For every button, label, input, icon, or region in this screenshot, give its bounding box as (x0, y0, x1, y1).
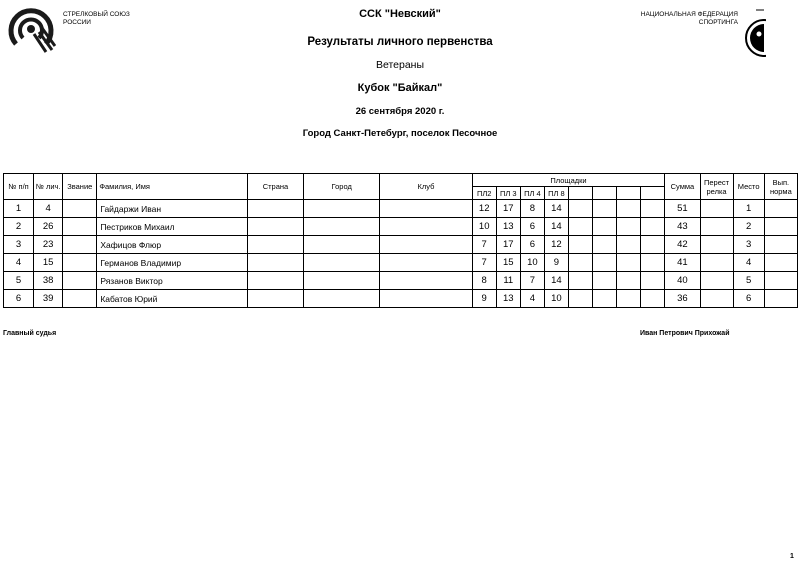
cell-country (247, 272, 303, 290)
results-body (4, 200, 798, 308)
cell-name: Рязанов Виктор (97, 272, 248, 290)
header-platform-1: ПЛ2 (472, 187, 496, 200)
cell-score: 10 (544, 290, 568, 308)
cell-shootoff (700, 254, 733, 272)
table-row (4, 290, 798, 308)
cell-empty (568, 290, 592, 308)
cell-shootoff (700, 290, 733, 308)
cell-score: 17 (496, 236, 520, 254)
org-left-line1: СТРЕЛКОВЫЙ СОЮЗ (63, 11, 130, 18)
cell-empty (641, 254, 665, 272)
header-platform-3: ПЛ 4 (520, 187, 544, 200)
cell-score: 11 (496, 272, 520, 290)
cell-norm (764, 272, 797, 290)
header-platform-4: ПЛ 8 (544, 187, 568, 200)
cell-empty (568, 236, 592, 254)
cell-city (304, 290, 380, 308)
cell-rank (63, 236, 97, 254)
header-platforms: Площадки (472, 174, 665, 187)
cell-city (304, 218, 380, 236)
table-row (4, 272, 798, 290)
chief-judge-name: Иван Петрович Прихожай (640, 330, 730, 337)
cell-place: 1 (733, 200, 764, 218)
org-left-line2: РОССИИ (63, 19, 91, 26)
header-place: Место (733, 174, 764, 200)
cell-rank (63, 290, 97, 308)
cell-empty (641, 218, 665, 236)
cell-empty (568, 254, 592, 272)
header-norm: Вып. норма (764, 174, 797, 200)
cell-shootoff (700, 236, 733, 254)
cell-score: 7 (520, 272, 544, 290)
cell-num: 5 (4, 272, 34, 290)
header-sum: Сумма (665, 174, 700, 200)
cell-club (380, 290, 472, 308)
table-row (4, 236, 798, 254)
cell-sum: 43 (665, 218, 700, 236)
event-date: 26 сентября 2020 г. (355, 106, 445, 117)
cell-score: 14 (544, 272, 568, 290)
cell-empty (617, 254, 641, 272)
results-table (3, 173, 798, 308)
header-club: Клуб (380, 174, 472, 200)
cell-empty (593, 200, 617, 218)
header-platform-empty (593, 187, 617, 200)
header-shootoff: Перест релка (700, 174, 733, 200)
cell-shootoff (700, 200, 733, 218)
cell-empty (617, 218, 641, 236)
cell-norm (764, 236, 797, 254)
org-right-line2: СПОРТИНГА (698, 19, 738, 26)
cell-score: 17 (496, 200, 520, 218)
cell-score: 7 (472, 254, 496, 272)
cell-club (380, 272, 472, 290)
cell-score: 15 (496, 254, 520, 272)
cell-place: 2 (733, 218, 764, 236)
category-label: Ветераны (375, 59, 425, 71)
cell-country (247, 254, 303, 272)
cell-sum: 41 (665, 254, 700, 272)
cell-score: 12 (544, 236, 568, 254)
cell-name: Хафицов Флюр (97, 236, 248, 254)
cell-score: 12 (472, 200, 496, 218)
cell-score: 6 (520, 218, 544, 236)
org-right-line1: НАЦИОНАЛЬНАЯ ФЕДЕРАЦИЯ (640, 11, 738, 18)
cell-num: 2 (4, 218, 34, 236)
cell-sum: 51 (665, 200, 700, 218)
cell-score: 9 (472, 290, 496, 308)
cell-empty (593, 272, 617, 290)
cell-score: 9 (544, 254, 568, 272)
cell-num: 6 (4, 290, 34, 308)
cell-country (247, 218, 303, 236)
cell-rank (63, 272, 97, 290)
cell-norm (764, 290, 797, 308)
cell-score: 14 (544, 218, 568, 236)
cell-city (304, 200, 380, 218)
cell-place: 5 (733, 272, 764, 290)
cell-shootoff (700, 272, 733, 290)
event-location: Город Санкт-Петебург, поселок Песочное (302, 128, 498, 139)
cell-empty (641, 272, 665, 290)
cell-empty (617, 272, 641, 290)
cell-shootoff (700, 218, 733, 236)
header-platform-empty (568, 187, 592, 200)
cell-empty (593, 254, 617, 272)
cell-name: Германов Владимир (97, 254, 248, 272)
header-city: Город (304, 174, 380, 200)
cell-score: 10 (472, 218, 496, 236)
cell-norm (764, 254, 797, 272)
cell-city (304, 272, 380, 290)
cell-empty (617, 290, 641, 308)
cell-score: 8 (520, 200, 544, 218)
cell-name: Пестриков Михаил (97, 218, 248, 236)
header-rank: Звание (63, 174, 97, 200)
cell-empty (593, 236, 617, 254)
cell-score: 10 (520, 254, 544, 272)
results-title: Результаты личного первенства (307, 36, 493, 48)
cell-country (247, 290, 303, 308)
header-platform-empty (617, 187, 641, 200)
cell-empty (617, 200, 641, 218)
cell-empty (568, 272, 592, 290)
chief-judge-label: Главный судья (3, 330, 57, 337)
cell-norm (764, 218, 797, 236)
cell-score: 8 (472, 272, 496, 290)
cell-empty (568, 200, 592, 218)
cell-personal-num: 26 (34, 218, 63, 236)
table-row (4, 218, 798, 236)
cell-place: 3 (733, 236, 764, 254)
cell-rank (63, 200, 97, 218)
cell-name: Гайдаржи Иван (97, 200, 248, 218)
header-platform-2: ПЛ 3 (496, 187, 520, 200)
cell-empty (593, 290, 617, 308)
cell-score: 13 (496, 218, 520, 236)
table-row (4, 200, 798, 218)
cell-sum: 36 (665, 290, 700, 308)
cell-place: 6 (733, 290, 764, 308)
cell-score: 4 (520, 290, 544, 308)
cell-personal-num: 23 (34, 236, 63, 254)
cell-sum: 40 (665, 272, 700, 290)
cell-num: 4 (4, 254, 34, 272)
cell-club (380, 218, 472, 236)
cell-city (304, 254, 380, 272)
cell-personal-num: 15 (34, 254, 63, 272)
cell-score: 7 (472, 236, 496, 254)
cell-empty (641, 290, 665, 308)
header-num: № п/п (4, 174, 34, 200)
cell-score: 13 (496, 290, 520, 308)
cell-country (247, 236, 303, 254)
cell-empty (641, 200, 665, 218)
cell-club (380, 236, 472, 254)
club-title: ССК "Невский" (359, 8, 441, 20)
cell-sum: 42 (665, 236, 700, 254)
cell-city (304, 236, 380, 254)
cell-empty (568, 218, 592, 236)
cell-empty (617, 236, 641, 254)
page-number: 1 (790, 553, 794, 560)
header-name: Фамилия, Имя (97, 174, 248, 200)
header-personal-num: № лич. (34, 174, 63, 200)
cell-personal-num: 39 (34, 290, 63, 308)
cell-empty (593, 218, 617, 236)
header-platform-empty (641, 187, 665, 200)
cell-rank (63, 254, 97, 272)
cell-country (247, 200, 303, 218)
cell-club (380, 254, 472, 272)
cell-num: 3 (4, 236, 34, 254)
table-row (4, 254, 798, 272)
cell-score: 14 (544, 200, 568, 218)
cup-title: Кубок "Байкал" (357, 82, 443, 94)
cell-place: 4 (733, 254, 764, 272)
cell-personal-num: 4 (34, 200, 63, 218)
cell-norm (764, 200, 797, 218)
cell-num: 1 (4, 200, 34, 218)
cell-club (380, 200, 472, 218)
header-country: Страна (247, 174, 303, 200)
cell-name: Кабатов Юрий (97, 290, 248, 308)
cell-score: 6 (520, 236, 544, 254)
cell-empty (641, 236, 665, 254)
cell-rank (63, 218, 97, 236)
cell-personal-num: 38 (34, 272, 63, 290)
